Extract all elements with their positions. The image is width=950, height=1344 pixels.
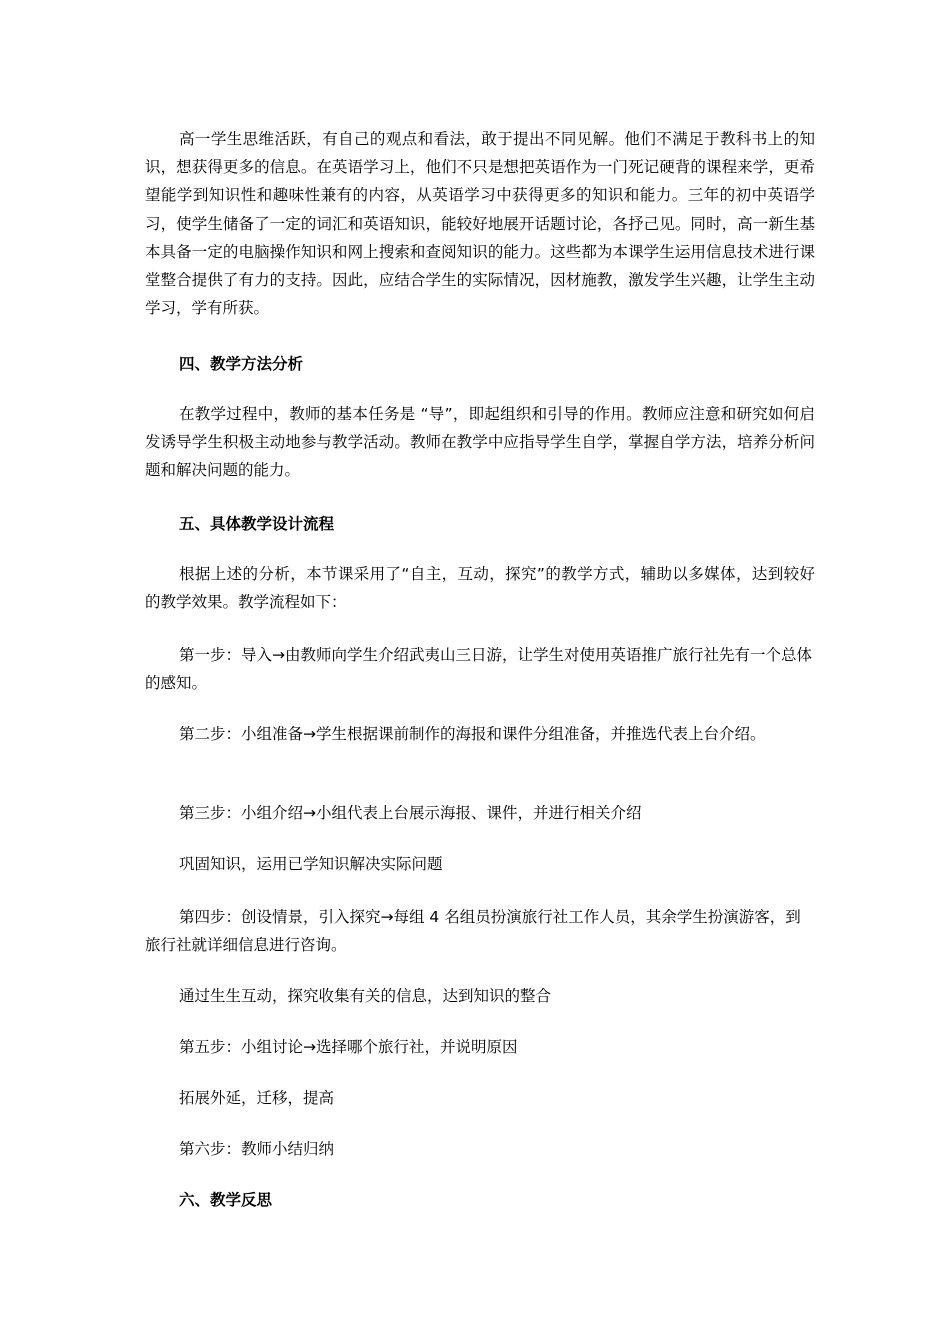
step-3: 第三步：小组介绍→小组代表上台展示海报、课件，并进行相关介绍 bbox=[179, 804, 642, 822]
step-2: 第二步：小组准备→学生根据课前制作的海报和课件分组准备，并推选代表上台介绍。 bbox=[179, 725, 766, 743]
step-5-note: 拓展外延，迁移，提高 bbox=[179, 1089, 335, 1107]
paragraph-teaching-flow-intro: 根据上述的分析，本节课采用了“自主，互动，探究”的教学方式，辅助以多媒体，达到较好的教学效果。教学流程如下： bbox=[145, 565, 815, 612]
step-4-note: 通过生生互动，探究收集有关的信息，达到知识的整合 bbox=[179, 987, 552, 1005]
paragraph-teaching-method: 在教学过程中，教师的基本任务是 “导”，即起组织和引导的作用。教师应注意和研究如何启发诱导学生积极主动地参与教学活动。教师在教学中应指导学生自学，掌握自学方法，培养分析问题和解决问题的能力。 bbox=[145, 405, 815, 480]
heading-teaching-flow: 五、具体教学设计流程 bbox=[179, 515, 335, 533]
paragraph-student-analysis: 高一学生思维活跃，有自己的观点和看法，敢于提出不同见解。他们不满足于教科书上的知识，想获得更多的信息。在英语学习上，他们不只是想把英语作为一门死记硬背的课程来学，更希望能学到知识性和趣味性兼有的内容，从英语学习中获得更多的知识和能力。三年的初中英语学习，使学生储备了一定的词汇和英语知识，能较好地展开话题讨论，各抒己见。同时，高一新生基本具备一定的电脑操作知识和网上搜索和查阅知识的能力。这些都为本课学生运用信息技术进行课堂整合提供了有力的支持。因此，应结合学生的实际情况，因材施教，激发学生兴趣，让学生主动学习，学有所获。 bbox=[145, 130, 815, 318]
step-6: 第六步：教师小结归纳 bbox=[179, 1140, 335, 1158]
heading-teaching-reflection: 六、教学反思 bbox=[179, 1191, 273, 1209]
step-4: 第四步：创设情景，引入探究→每组 4 名组员扮演旅行社工作人员，其余学生扮演游客，到旅行社就详细信息进行咨询。 bbox=[145, 908, 801, 955]
step-1: 第一步：导入→由教师向学生介绍武夷山三日游，让学生对使用英语推广旅行社先有一个总体的感知。 bbox=[145, 646, 812, 693]
heading-teaching-method: 四、教学方法分析 bbox=[179, 355, 304, 373]
step-5: 第五步：小组讨论→选择哪个旅行社，并说明原因 bbox=[179, 1038, 518, 1056]
step-3-note: 巩固知识，运用已学知识解决实际问题 bbox=[179, 855, 443, 873]
